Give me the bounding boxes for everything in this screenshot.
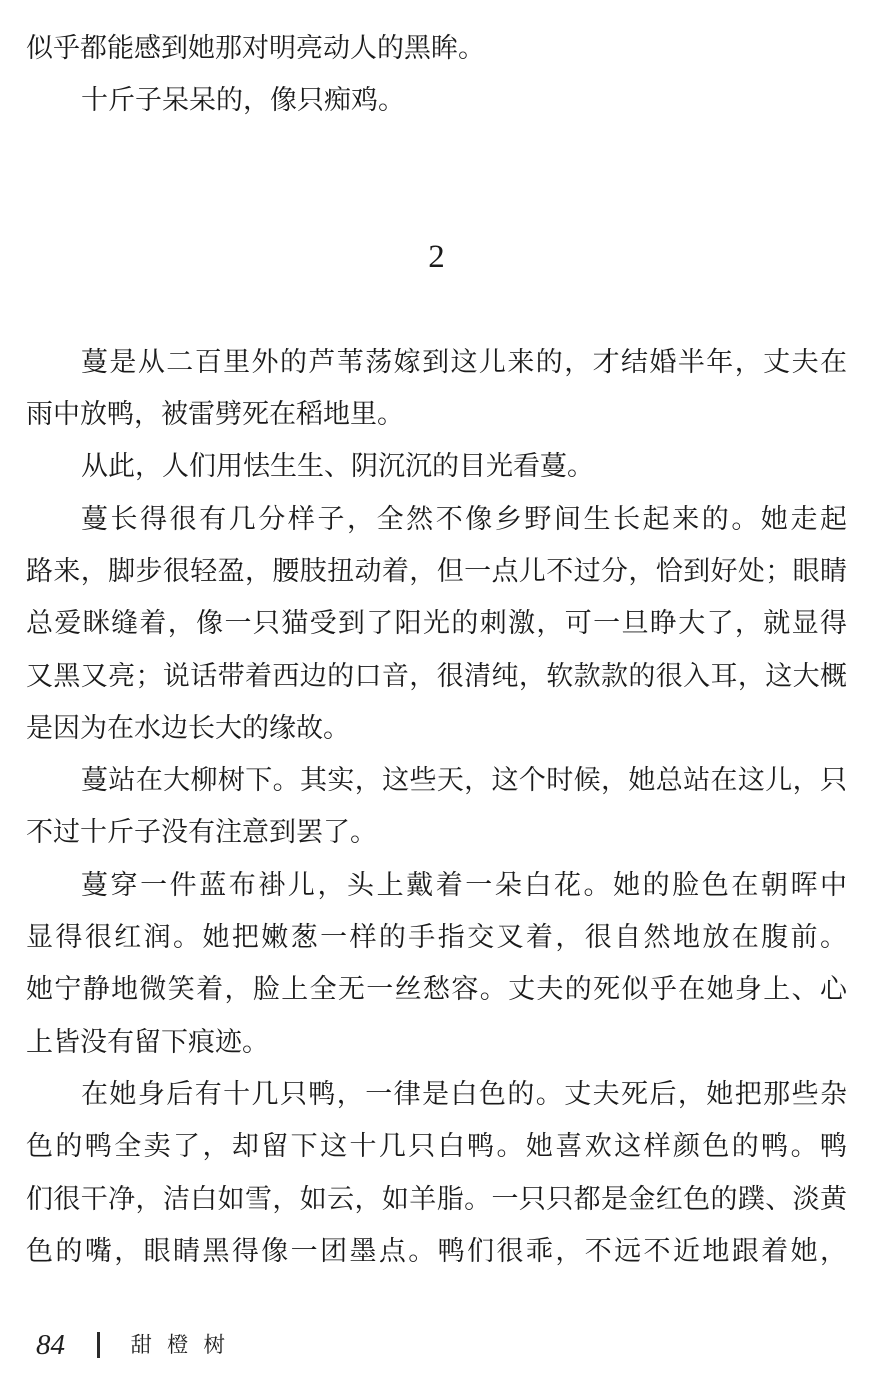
paragraph — [26, 754, 847, 859]
text-line: 从此，人们用怯生生、阴沉沉的目光看蔓。 — [81, 451, 594, 482]
text-line: 在她身后有十几只鸭，一律是白色的。丈夫死后，她把那些杂 — [81, 1078, 847, 1109]
paragraph — [26, 336, 847, 441]
text-line: 是因为在水边长大的缘故。 — [26, 712, 350, 743]
text-line: 蔓穿一件蓝布褂儿，头上戴着一朵白花。她的脸色在朝晖中 — [81, 869, 847, 900]
text-line: 色的嘴，眼睛黑得像一团墨点。鸭们很乖，不远不近地跟着她， — [26, 1235, 847, 1266]
text-line: 总爱眯缝着，像一只猫受到了阳光的刺激，可一旦睁大了，就显得 — [26, 608, 847, 639]
text-line: 蔓站在大柳树下。其实，这些天，这个时候，她总站在这儿，只 — [81, 765, 847, 796]
section-number: 2 — [428, 239, 445, 276]
text-line: 不过十斤子没有注意到罢了。 — [26, 817, 377, 848]
paragraph — [26, 493, 847, 754]
text-line: 似乎都能感到她那对明亮动人的黑眸。 — [26, 33, 485, 63]
text-line: 她宁静地微笑着，脸上全无一丝愁容。丈夫的死似乎在她身上、心 — [26, 974, 847, 1005]
text-line: 又黑又亮；说话带着西边的口音，很清纯，软款款的很入耳，这大概 — [26, 660, 847, 691]
text-line: 色的鸭全卖了，却留下这十几只白鸭。她喜欢这样颜色的鸭。鸭 — [26, 1131, 847, 1162]
text-line: 们很干净，洁白如雪，如云，如羊脂。一只只都是金红色的蹼、淡黄 — [26, 1183, 847, 1214]
page-footer — [36, 1327, 240, 1363]
book-title: 甜橙树 — [130, 1333, 241, 1357]
text-line: 十斤子呆呆的，像只痴鸡。 — [81, 85, 405, 116]
paragraph — [26, 859, 847, 1068]
paragraph — [26, 440, 847, 492]
text-line: 上皆没有留下痕迹。 — [26, 1026, 269, 1057]
page-number: 84 — [36, 1329, 65, 1361]
paragraph — [26, 22, 847, 74]
text-line: 雨中放鸭，被雷劈死在稻地里。 — [26, 399, 404, 430]
text-line: 蔓长得很有几分样子，全然不像乡野间生长起来的。她走起 — [81, 503, 847, 534]
page-body — [26, 22, 847, 1277]
paragraph — [26, 1068, 847, 1277]
footer-separator-bar — [97, 1332, 100, 1358]
paragraph — [26, 74, 847, 126]
text-line: 显得很红润。她把嫩葱一样的手指交叉着，很自然地放在腹前。 — [26, 922, 847, 953]
text-line: 路来，脚步很轻盈，腰肢扭动着，但一点儿不过分，恰到好处；眼睛 — [26, 555, 847, 586]
text-line: 蔓是从二百里外的芦苇荡嫁到这儿来的，才结婚半年，丈夫在 — [81, 346, 847, 377]
